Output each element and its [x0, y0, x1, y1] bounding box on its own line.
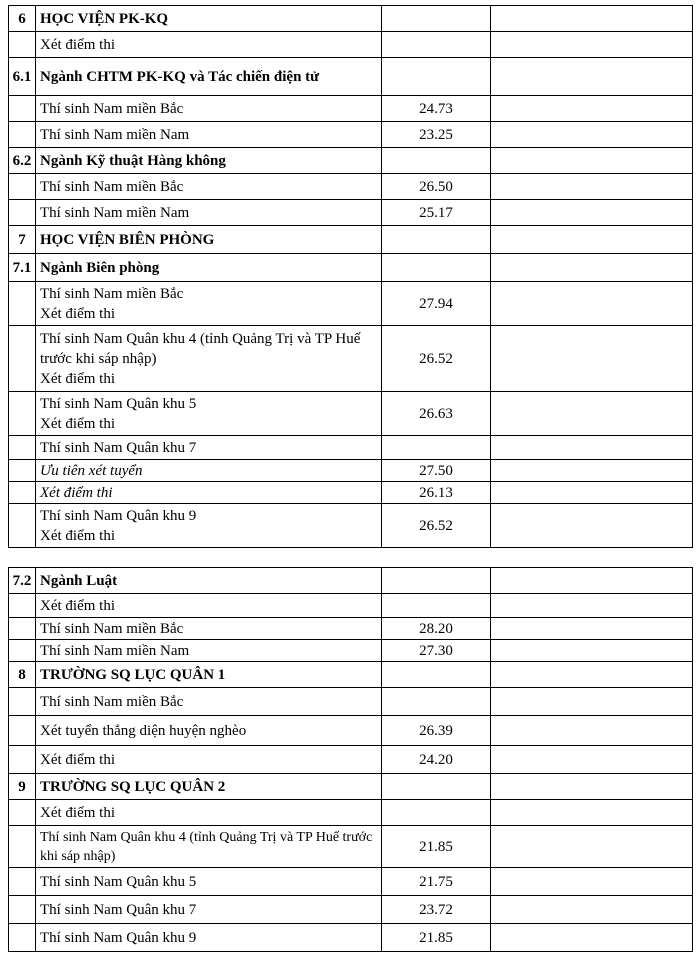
row-number-cell [9, 200, 36, 226]
empty-notes-cell [491, 594, 693, 618]
program-name-cell: Ưu tiên xét tuyển [36, 460, 382, 482]
empty-notes-cell [491, 716, 693, 746]
score-cell: 26.52 [382, 326, 491, 392]
program-name-cell: HỌC VIỆN BIÊN PHÒNG [36, 226, 382, 254]
program-name-cell: Xét điểm thi [36, 800, 382, 826]
score-cell [382, 6, 491, 32]
row-number-cell [9, 392, 36, 436]
empty-notes-cell [491, 640, 693, 662]
table-row [9, 32, 693, 58]
score-cell: 28.20 [382, 618, 491, 640]
score-cell: 24.20 [382, 746, 491, 774]
empty-notes-cell [491, 200, 693, 226]
score-cell: 27.30 [382, 640, 491, 662]
program-name-cell: Ngành Kỹ thuật Hàng không [36, 148, 382, 174]
empty-notes-cell [491, 122, 693, 148]
score-cell [382, 800, 491, 826]
admission-scores-table-top [8, 5, 693, 548]
table-row [9, 716, 693, 746]
table-row [9, 746, 693, 774]
score-cell: 23.72 [382, 896, 491, 924]
table-row [9, 460, 693, 482]
score-cell: 23.25 [382, 122, 491, 148]
score-cell [382, 148, 491, 174]
empty-notes-cell [491, 746, 693, 774]
empty-notes-cell [491, 58, 693, 96]
score-cell: 26.39 [382, 716, 491, 746]
row-number-cell [9, 746, 36, 774]
program-name-cell: Xét điểm thi [36, 32, 382, 58]
score-cell: 27.94 [382, 282, 491, 326]
table-row [9, 226, 693, 254]
score-cell: 21.85 [382, 924, 491, 952]
row-number-cell: 6 [9, 6, 36, 32]
empty-notes-cell [491, 6, 693, 32]
program-name-cell: Xét điểm thi [36, 482, 382, 504]
row-number-cell: 6.2 [9, 148, 36, 174]
row-number-cell [9, 924, 36, 952]
score-cell [382, 688, 491, 716]
score-cell: 27.50 [382, 460, 491, 482]
score-cell: 26.52 [382, 504, 491, 548]
page-break-gap [0, 551, 700, 567]
table-row [9, 254, 693, 282]
row-number-cell [9, 122, 36, 148]
table-row [9, 568, 693, 594]
program-name-cell: Thí sinh Nam Quân khu 7 [36, 896, 382, 924]
score-cell [382, 226, 491, 254]
program-name-cell: HỌC VIỆN PK-KQ [36, 6, 382, 32]
row-number-cell [9, 504, 36, 548]
program-name-cell: Thí sinh Nam Quân khu 7 [36, 436, 382, 460]
score-cell: 26.13 [382, 482, 491, 504]
table-row [9, 774, 693, 800]
table-row [9, 594, 693, 618]
row-number-cell [9, 282, 36, 326]
score-cell: 25.17 [382, 200, 491, 226]
score-cell: 26.63 [382, 392, 491, 436]
program-name-cell: Thí sinh Nam Quân khu 9 Xét điểm thi [36, 504, 382, 548]
table-row [9, 482, 693, 504]
program-name-cell: Thí sinh Nam Quân khu 4 (tỉnh Quảng Trị và TP Huế trước khi sáp nhập) Xét điểm thi [36, 326, 382, 392]
program-name-cell: Ngành Biên phòng [36, 254, 382, 282]
table-row [9, 6, 693, 32]
row-number-cell [9, 32, 36, 58]
program-name-cell: Thí sinh Nam miền Bắc [36, 96, 382, 122]
score-cell [382, 58, 491, 96]
empty-notes-cell [491, 868, 693, 896]
table-row [9, 58, 693, 96]
empty-notes-cell [491, 800, 693, 826]
score-cell [382, 774, 491, 800]
row-number-cell [9, 716, 36, 746]
empty-notes-cell [491, 32, 693, 58]
row-number-cell [9, 868, 36, 896]
score-cell: 21.75 [382, 868, 491, 896]
table-row [9, 826, 693, 868]
row-number-cell: 7.1 [9, 254, 36, 282]
row-number-cell [9, 826, 36, 868]
row-number-cell [9, 174, 36, 200]
row-number-cell: 7 [9, 226, 36, 254]
empty-notes-cell [491, 826, 693, 868]
empty-notes-cell [491, 174, 693, 200]
table-row [9, 174, 693, 200]
table-row [9, 200, 693, 226]
table-row [9, 800, 693, 826]
empty-notes-cell [491, 148, 693, 174]
empty-notes-cell [491, 254, 693, 282]
program-name-cell: TRƯỜNG SQ LỤC QUÂN 1 [36, 662, 382, 688]
empty-notes-cell [491, 504, 693, 548]
row-number-cell [9, 640, 36, 662]
admission-scores-table-bottom [8, 567, 693, 952]
row-number-cell [9, 482, 36, 504]
row-number-cell [9, 436, 36, 460]
program-name-cell: Thí sinh Nam miền Nam [36, 122, 382, 148]
table-row [9, 122, 693, 148]
table-row [9, 436, 693, 460]
table-row [9, 326, 693, 392]
row-number-cell [9, 688, 36, 716]
table-row [9, 896, 693, 924]
program-name-cell: Thí sinh Nam Quân khu 9 [36, 924, 382, 952]
program-name-cell: Thí sinh Nam Quân khu 4 (tỉnh Quảng Trị và TP Huế trước khi sáp nhập) [36, 826, 382, 868]
table-row [9, 868, 693, 896]
row-number-cell: 6.1 [9, 58, 36, 96]
table-row [9, 504, 693, 548]
empty-notes-cell [491, 662, 693, 688]
empty-notes-cell [491, 326, 693, 392]
row-number-cell [9, 800, 36, 826]
program-name-cell: Thí sinh Nam miền Bắc Xét điểm thi [36, 282, 382, 326]
empty-notes-cell [491, 688, 693, 716]
empty-notes-cell [491, 568, 693, 594]
row-number-cell [9, 896, 36, 924]
row-number-cell [9, 460, 36, 482]
row-number-cell: 7.2 [9, 568, 36, 594]
score-cell [382, 568, 491, 594]
empty-notes-cell [491, 282, 693, 326]
empty-notes-cell [491, 226, 693, 254]
program-name-cell: Ngành CHTM PK-KQ và Tác chiến điện tử [36, 58, 382, 96]
score-cell [382, 32, 491, 58]
program-name-cell: Thí sinh Nam miền Nam [36, 200, 382, 226]
program-name-cell: Ngành Luật [36, 568, 382, 594]
empty-notes-cell [491, 618, 693, 640]
table-row [9, 96, 693, 122]
empty-notes-cell [491, 96, 693, 122]
program-name-cell: Thí sinh Nam miền Nam [36, 640, 382, 662]
program-name-cell: Thí sinh Nam miền Bắc [36, 174, 382, 200]
row-number-cell [9, 618, 36, 640]
score-cell: 26.50 [382, 174, 491, 200]
program-name-cell: Xét điểm thi [36, 746, 382, 774]
row-number-cell [9, 96, 36, 122]
table-row [9, 148, 693, 174]
row-number-cell [9, 326, 36, 392]
empty-notes-cell [491, 482, 693, 504]
score-cell [382, 594, 491, 618]
score-cell [382, 254, 491, 282]
empty-notes-cell [491, 774, 693, 800]
table-row [9, 618, 693, 640]
score-cell: 21.85 [382, 826, 491, 868]
row-number-cell [9, 594, 36, 618]
table-row [9, 688, 693, 716]
score-cell [382, 662, 491, 688]
table-row [9, 662, 693, 688]
table-row [9, 640, 693, 662]
program-name-cell: TRƯỜNG SQ LỤC QUÂN 2 [36, 774, 382, 800]
score-cell [382, 436, 491, 460]
program-name-cell: Thí sinh Nam miền Bắc [36, 688, 382, 716]
program-name-cell: Xét tuyển thẳng diện huyện nghèo [36, 716, 382, 746]
empty-notes-cell [491, 924, 693, 952]
score-cell: 24.73 [382, 96, 491, 122]
table-row [9, 282, 693, 326]
program-name-cell: Xét điểm thi [36, 594, 382, 618]
row-number-cell: 8 [9, 662, 36, 688]
row-number-cell: 9 [9, 774, 36, 800]
empty-notes-cell [491, 460, 693, 482]
empty-notes-cell [491, 896, 693, 924]
program-name-cell: Thí sinh Nam Quân khu 5 [36, 868, 382, 896]
table-row [9, 924, 693, 952]
empty-notes-cell [491, 436, 693, 460]
program-name-cell: Thí sinh Nam miền Bắc [36, 618, 382, 640]
program-name-cell: Thí sinh Nam Quân khu 5 Xét điểm thi [36, 392, 382, 436]
empty-notes-cell [491, 392, 693, 436]
table-row [9, 392, 693, 436]
